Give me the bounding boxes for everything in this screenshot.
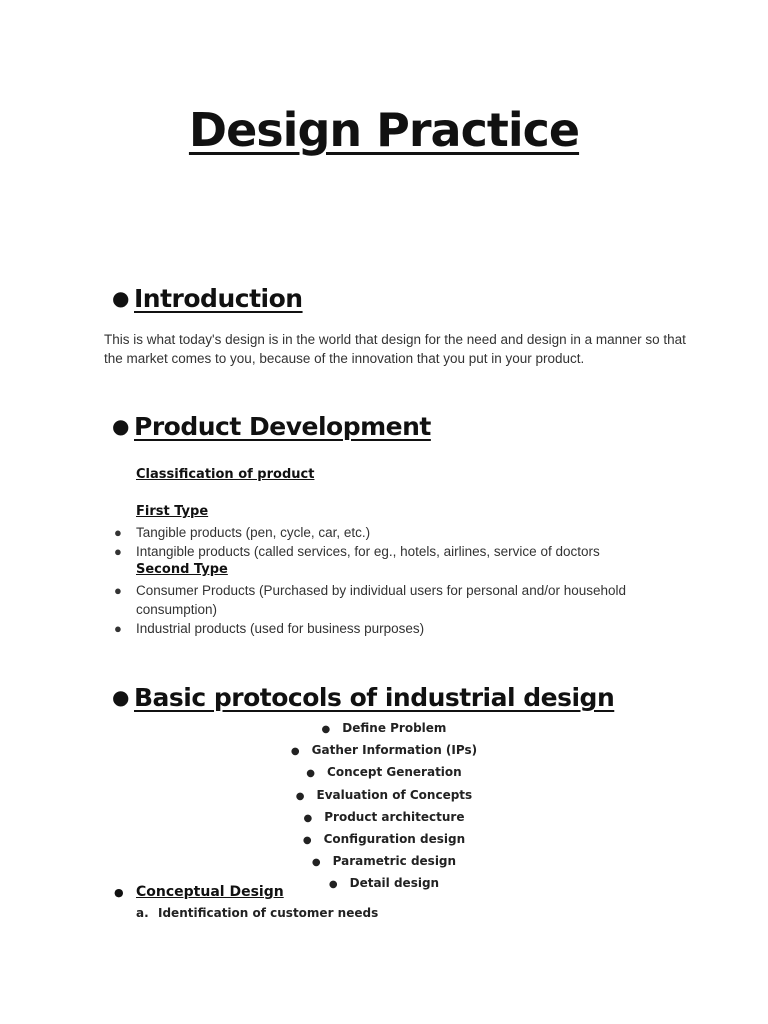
list-item: ● Define Problem [0, 718, 768, 740]
bullet-icon: ● [114, 583, 122, 598]
intro-paragraph: This is what today's design is in the world that design for the need and design in a manner so that the market comes to you, because of the innovation that you put in your product. [104, 332, 686, 366]
first-type-list [112, 523, 672, 561]
bullet-icon: ● [306, 768, 316, 780]
heading-product-development: ● Product Development [112, 412, 431, 441]
list-item: ● Gather Information (IPs) [0, 740, 768, 762]
list-item: ● Detail design [0, 873, 768, 895]
second-type-subheading: Second Type [136, 562, 228, 577]
bullet-icon: ● [295, 790, 305, 802]
list-item: ● Tangible products (pen, cycle, car, etc.) [114, 525, 371, 540]
list-item: ● Configuration design [0, 829, 768, 851]
heading-conceptual-design: ● Conceptual Design [114, 884, 284, 900]
list-item: ● Consumer Products (Purchased by individual users for personal and/or household consumption) [114, 583, 627, 617]
bullet-icon: ● [321, 724, 331, 735]
protocols-list [0, 718, 768, 896]
bullet-icon: ● [114, 544, 122, 559]
heading-introduction: ● Introduction [112, 284, 303, 313]
bullet-icon: ● [290, 746, 300, 758]
list-item: ● Parametric design [0, 851, 768, 873]
list-item: a. Identification of customer needs [136, 906, 379, 920]
classification-subheading: Classification of product [136, 467, 315, 482]
bullet-icon: ● [114, 525, 122, 540]
list-marker: a. [136, 906, 149, 920]
bullet-icon: ● [112, 685, 129, 709]
bullet-icon: ● [311, 857, 321, 869]
bullet-icon: ● [303, 812, 313, 824]
bullet-icon: ● [114, 621, 122, 636]
bullet-icon: ● [112, 286, 129, 310]
list-item: ● Product architecture [0, 807, 768, 829]
list-item: ● Evaluation of Concepts [0, 785, 768, 807]
first-type-subheading: First Type [136, 504, 209, 519]
list-item: ● Industrial products (used for business purposes) [114, 621, 425, 636]
bullet-icon: ● [328, 879, 338, 891]
document-title: Design Practice [188, 103, 580, 157]
bullet-icon: ● [114, 886, 124, 899]
list-item: ● Concept Generation [0, 762, 768, 784]
second-type-list [112, 581, 672, 638]
bullet-icon: ● [112, 414, 129, 438]
list-item: ● Intangible products (called services, for eg., hotels, airlines, service of doctors [114, 544, 600, 559]
heading-basic-protocols: ● Basic protocols of industrial design [112, 683, 615, 712]
bullet-icon: ● [302, 835, 312, 847]
